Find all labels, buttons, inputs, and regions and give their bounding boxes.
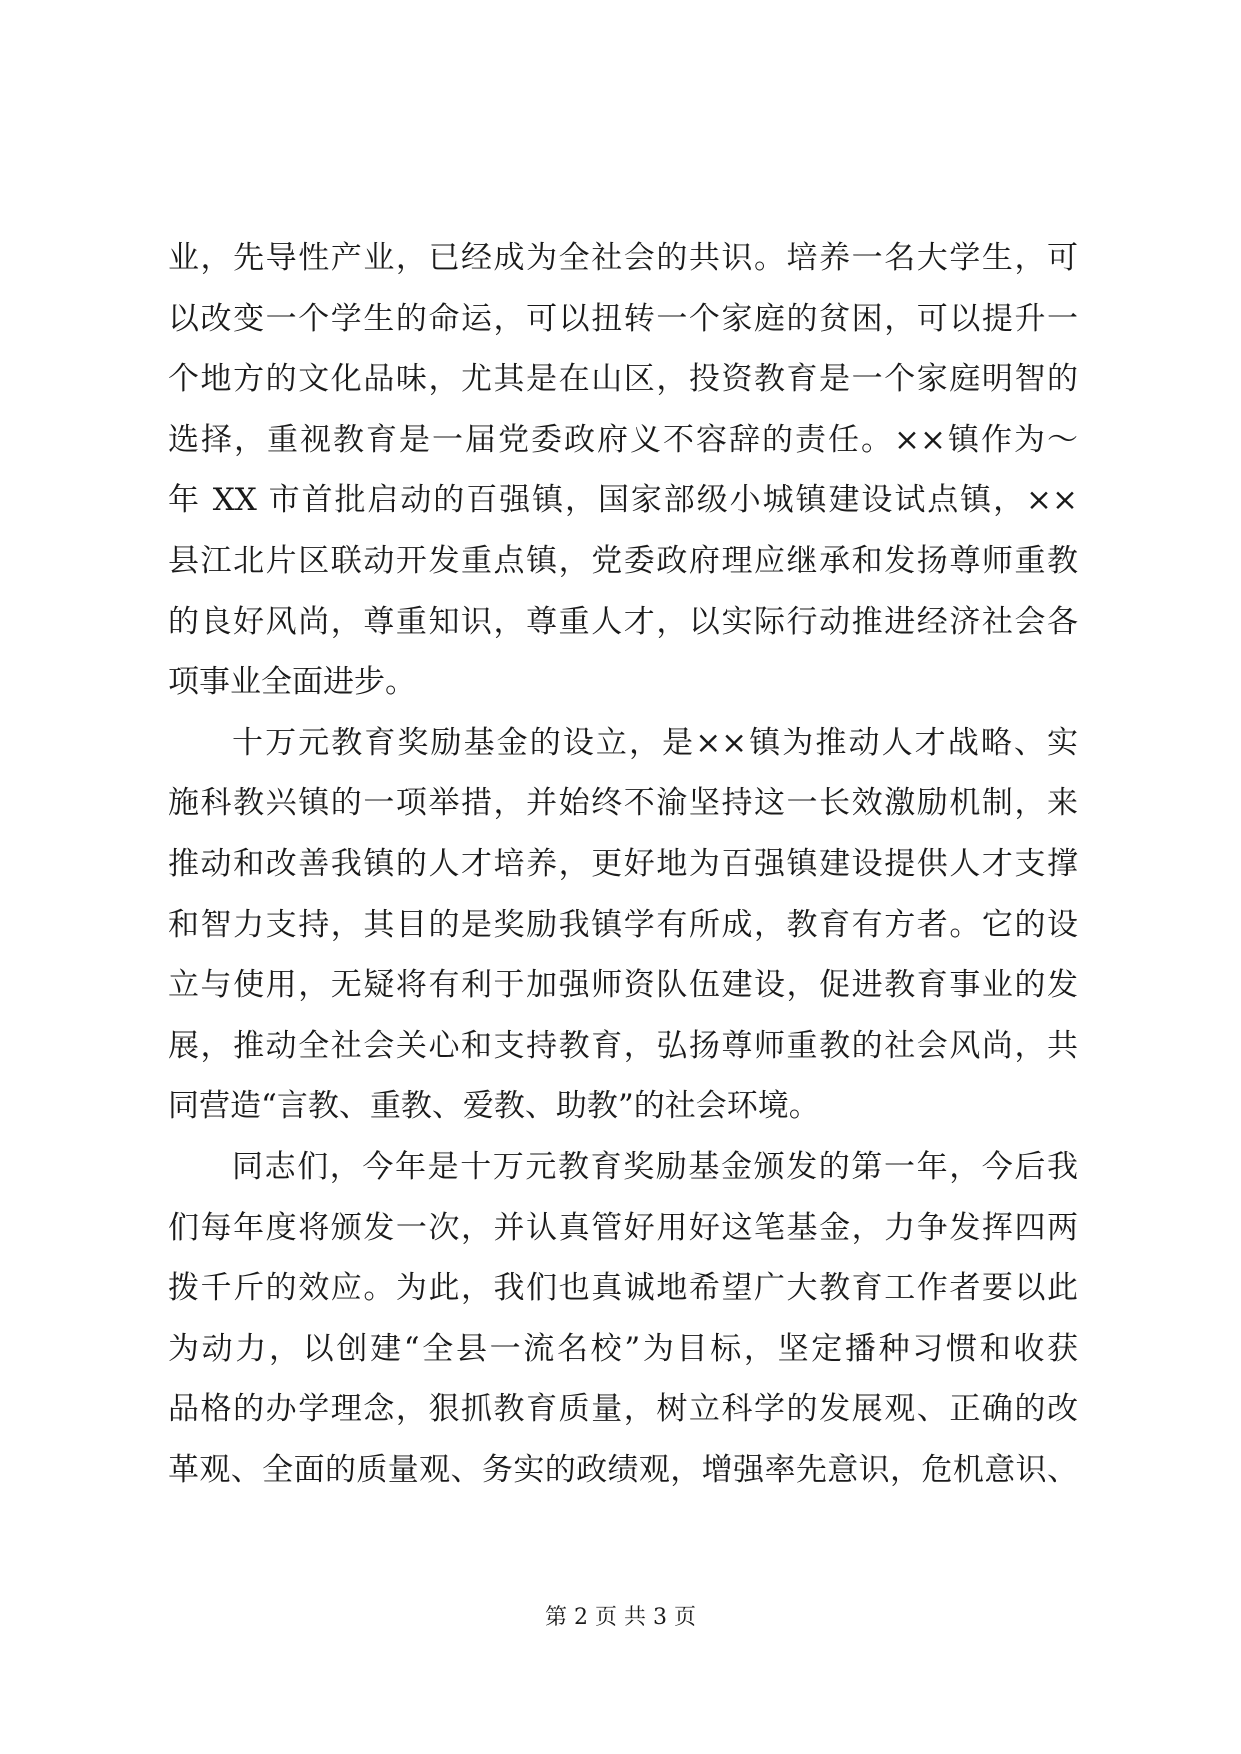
text-line: 革观、全面的质量观、务实的政绩观，增强率先意识，危机意识、: [168, 1451, 1078, 1488]
paragraph-2: [168, 713, 1078, 1137]
text-line: 为动力，以创建“全县一流名校”为目标，坚定播种习惯和收获: [168, 1330, 1078, 1367]
text-line: 同营造“言教、重教、爱教、助教”的社会环境。: [168, 1088, 820, 1125]
text-line: 业，先导性产业，已经成为全社会的共识。培养一名大学生，可: [168, 240, 1078, 276]
text-line: 同志们，今年是十万元教育奖励基金颁发的第一年，今后我: [232, 1148, 1078, 1185]
text-line: 项事业全面进步。: [168, 664, 416, 701]
text-line: 施科教兴镇的一项举措，并始终不渝坚持这一长效激励机制，来: [168, 785, 1078, 822]
paragraph-1: [168, 228, 1078, 713]
text-line: 品格的办学理念，狠抓教育质量，树立科学的发展观、正确的改: [168, 1391, 1078, 1428]
text-line: 县江北片区联动开发重点镇，党委政府理应继承和发扬尊师重教: [168, 542, 1078, 579]
text-line: 的良好风尚，尊重知识，尊重人才，以实际行动推进经济社会各: [168, 603, 1078, 640]
text-line: 以改变一个学生的命运，可以扭转一个家庭的贫困，可以提升一: [168, 300, 1078, 337]
text-line: 和智力支持，其目的是奖励我镇学有所成，教育有方者。它的设: [168, 906, 1078, 943]
text-line: 拨千斤的效应。为此，我们也真诚地希望广大教育工作者要以此: [168, 1270, 1078, 1307]
text-line: 立与使用，无疑将有利于加强师资队伍建设，促进教育事业的发: [168, 967, 1078, 1004]
text-line: 年 XX 市首批启动的百强镇，国家部级小城镇建设试点镇，××: [168, 482, 1078, 519]
text-line: 们每年度将颁发一次，并认真管好用好这笔基金，力争发挥四两: [168, 1209, 1078, 1246]
page-number-footer: 第 2 页 共 3 页: [545, 1605, 696, 1630]
text-line: 展，推动全社会关心和支持教育，弘扬尊师重教的社会风尚，共: [168, 1027, 1078, 1064]
text-line: 选择，重视教育是一届党委政府义不容辞的责任。××镇作为～: [168, 421, 1078, 458]
text-line: 十万元教育奖励基金的设立，是××镇为推动人才战略、实: [232, 724, 1078, 761]
text-line: 推动和改善我镇的人才培养，更好地为百强镇建设提供人才支撑: [168, 845, 1078, 882]
paragraph-3: [168, 1137, 1078, 1501]
text-line: 个地方的文化品味，尤其是在山区，投资教育是一个家庭明智的: [168, 361, 1078, 398]
body-text: [168, 228, 1078, 1500]
